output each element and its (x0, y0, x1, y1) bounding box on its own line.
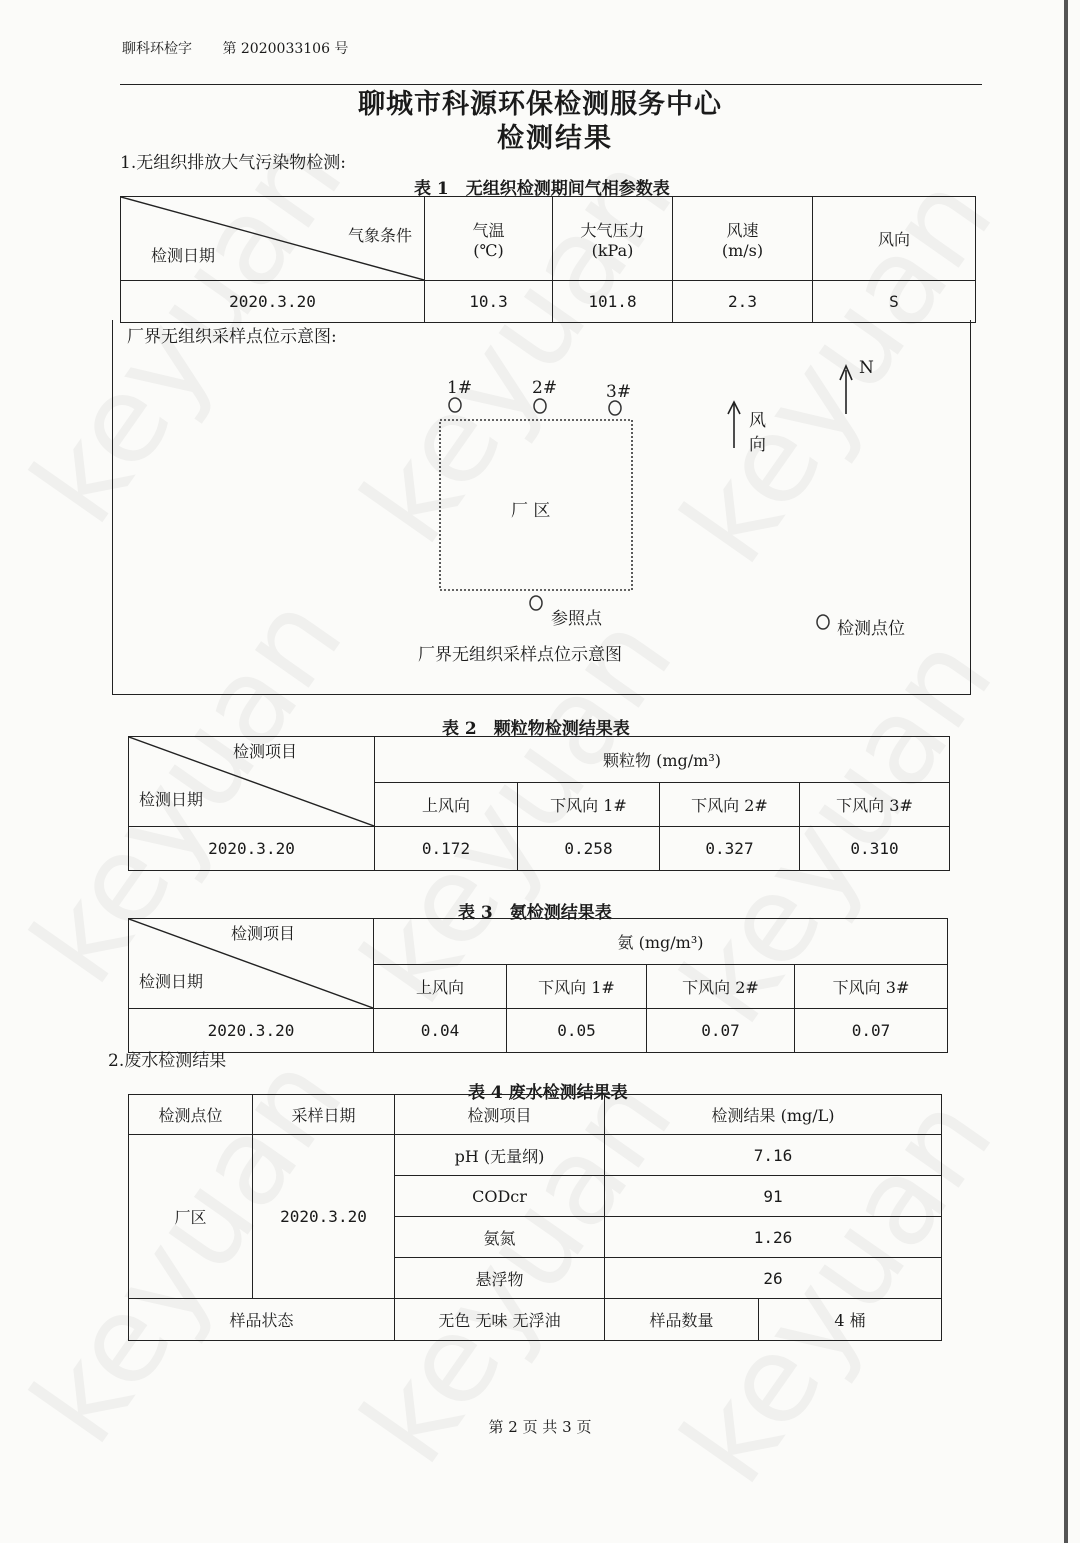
page-number: 第 2 页 共 3 页 (488, 1418, 592, 1436)
sample-count-value: 4 桶 (759, 1299, 942, 1341)
column-header-temperature: 气温 (℃) (425, 197, 553, 281)
sampling-point-icon (534, 399, 546, 413)
table-cell-value: 10.3 (425, 281, 553, 323)
table2 (128, 736, 950, 871)
table2-caption: 表 2 颗粒物检测结果表 (442, 719, 630, 739)
report-reference (122, 38, 374, 58)
table-cell-date: 2020.3.20 (121, 281, 425, 323)
table3-caption: 表 3 氨检测结果表 (458, 903, 612, 923)
table3 (128, 918, 948, 1053)
table-cell-value: 0.07 (647, 1009, 795, 1053)
table-cell-value: 2.3 (673, 281, 813, 323)
section-2-title: 2.废水检测结果 (108, 1051, 227, 1071)
column-header: 下风向 1# (507, 965, 647, 1009)
sample-state-label: 样品状态 (129, 1299, 395, 1341)
table-cell-item: CODcr (395, 1176, 605, 1217)
page-title: 检测结果 (497, 123, 613, 154)
corner-bottom-label: 检测日期 (151, 246, 216, 265)
table-cell-value: S (813, 281, 976, 323)
table-cell-value: 0.04 (374, 1009, 507, 1053)
ref-number: 第 2020033106 号 (222, 41, 349, 57)
table-cell-value: 1.26 (605, 1217, 942, 1258)
table-cell-value: 26 (605, 1258, 942, 1299)
wind-label-1: 风 (749, 411, 766, 431)
section-1-title: 1.无组织排放大气污染物检测: (120, 153, 346, 173)
table4 (128, 1094, 942, 1341)
table-cell-date: 2020.3.20 (129, 827, 375, 871)
corner-top-label: 检测项目 (233, 742, 298, 761)
point-2-label: 2# (532, 378, 558, 398)
column-header: 下风向 3# (800, 783, 950, 827)
column-header: 上风向 (374, 965, 507, 1009)
column-header: 检测项目 (395, 1095, 605, 1135)
group-header: 氨 (mg/m³) (374, 919, 948, 965)
column-header: 下风向 2# (660, 783, 800, 827)
table2-corner-cell (129, 737, 375, 827)
north-label: N (859, 358, 874, 378)
legend-label: 检测点位 (837, 619, 905, 639)
ref-prefix: 聊科环检字 (122, 41, 192, 57)
corner-top-label: 检测项目 (231, 924, 296, 943)
table1-caption: 表 1 无组织检测期间气相参数表 (414, 179, 670, 199)
table4-caption: 表 4 废水检测结果表 (468, 1083, 628, 1103)
table-cell-value: 101.8 (553, 281, 673, 323)
column-header-wind-speed: 风速 (m/s) (673, 197, 813, 281)
wind-label-2: 向 (749, 435, 766, 455)
table-cell-value: 0.258 (518, 827, 660, 871)
column-header-pressure: 大气压力 (kPa) (553, 197, 673, 281)
column-header: 检测点位 (129, 1095, 253, 1135)
sampling-point-icon (609, 401, 621, 415)
corner-top-label: 气象条件 (347, 226, 412, 245)
plant-area-label: 厂 区 (511, 501, 551, 521)
corner-bottom-label: 检测日期 (139, 972, 204, 991)
table-cell-item: 悬浮物 (395, 1258, 605, 1299)
table-cell-item: 氨氮 (395, 1217, 605, 1258)
reference-point-label: 参照点 (551, 609, 602, 629)
column-header: 上风向 (375, 783, 518, 827)
sampling-point-icon (449, 398, 461, 412)
table-cell-date: 2020.3.20 (253, 1135, 395, 1299)
table-cell-location: 厂区 (129, 1135, 253, 1299)
page-edge (1064, 0, 1068, 1543)
diagram-caption: 厂界无组织采样点位示意图 (418, 645, 622, 665)
point-3-label: 3# (606, 382, 632, 402)
sampling-diagram-box (112, 320, 971, 695)
column-header: 下风向 2# (647, 965, 795, 1009)
table-cell-value: 0.07 (795, 1009, 948, 1053)
diagram-heading: 厂界无组织采样点位示意图: (127, 327, 337, 347)
table-cell-item: pH (无量纲) (395, 1135, 605, 1176)
table-cell-value: 0.327 (660, 827, 800, 871)
group-header: 颗粒物 (mg/m³) (375, 737, 950, 783)
table-cell-value: 0.172 (375, 827, 518, 871)
corner-bottom-label: 检测日期 (139, 790, 204, 809)
reference-point-icon (530, 596, 542, 610)
table-cell-value: 0.310 (800, 827, 950, 871)
column-header-wind-direction: 风向 (813, 197, 976, 281)
column-header: 采样日期 (253, 1095, 395, 1135)
legend-point-icon (817, 615, 829, 629)
table3-corner-cell (129, 919, 374, 1009)
sample-count-label: 样品数量 (605, 1299, 759, 1341)
table-cell-value: 91 (605, 1176, 942, 1217)
column-header: 检测结果 (mg/L) (605, 1095, 942, 1135)
sample-state-value: 无色 无味 无浮油 (395, 1299, 605, 1341)
table-cell-date: 2020.3.20 (129, 1009, 374, 1053)
org-name: 聊城市科源环保检测服务中心 (358, 89, 722, 120)
column-header: 下风向 1# (518, 783, 660, 827)
point-1-label: 1# (447, 378, 473, 398)
column-header: 下风向 3# (795, 965, 948, 1009)
table1 (120, 196, 976, 323)
table1-corner-cell (121, 197, 425, 281)
table-cell-value: 7.16 (605, 1135, 942, 1176)
table-cell-value: 0.05 (507, 1009, 647, 1053)
